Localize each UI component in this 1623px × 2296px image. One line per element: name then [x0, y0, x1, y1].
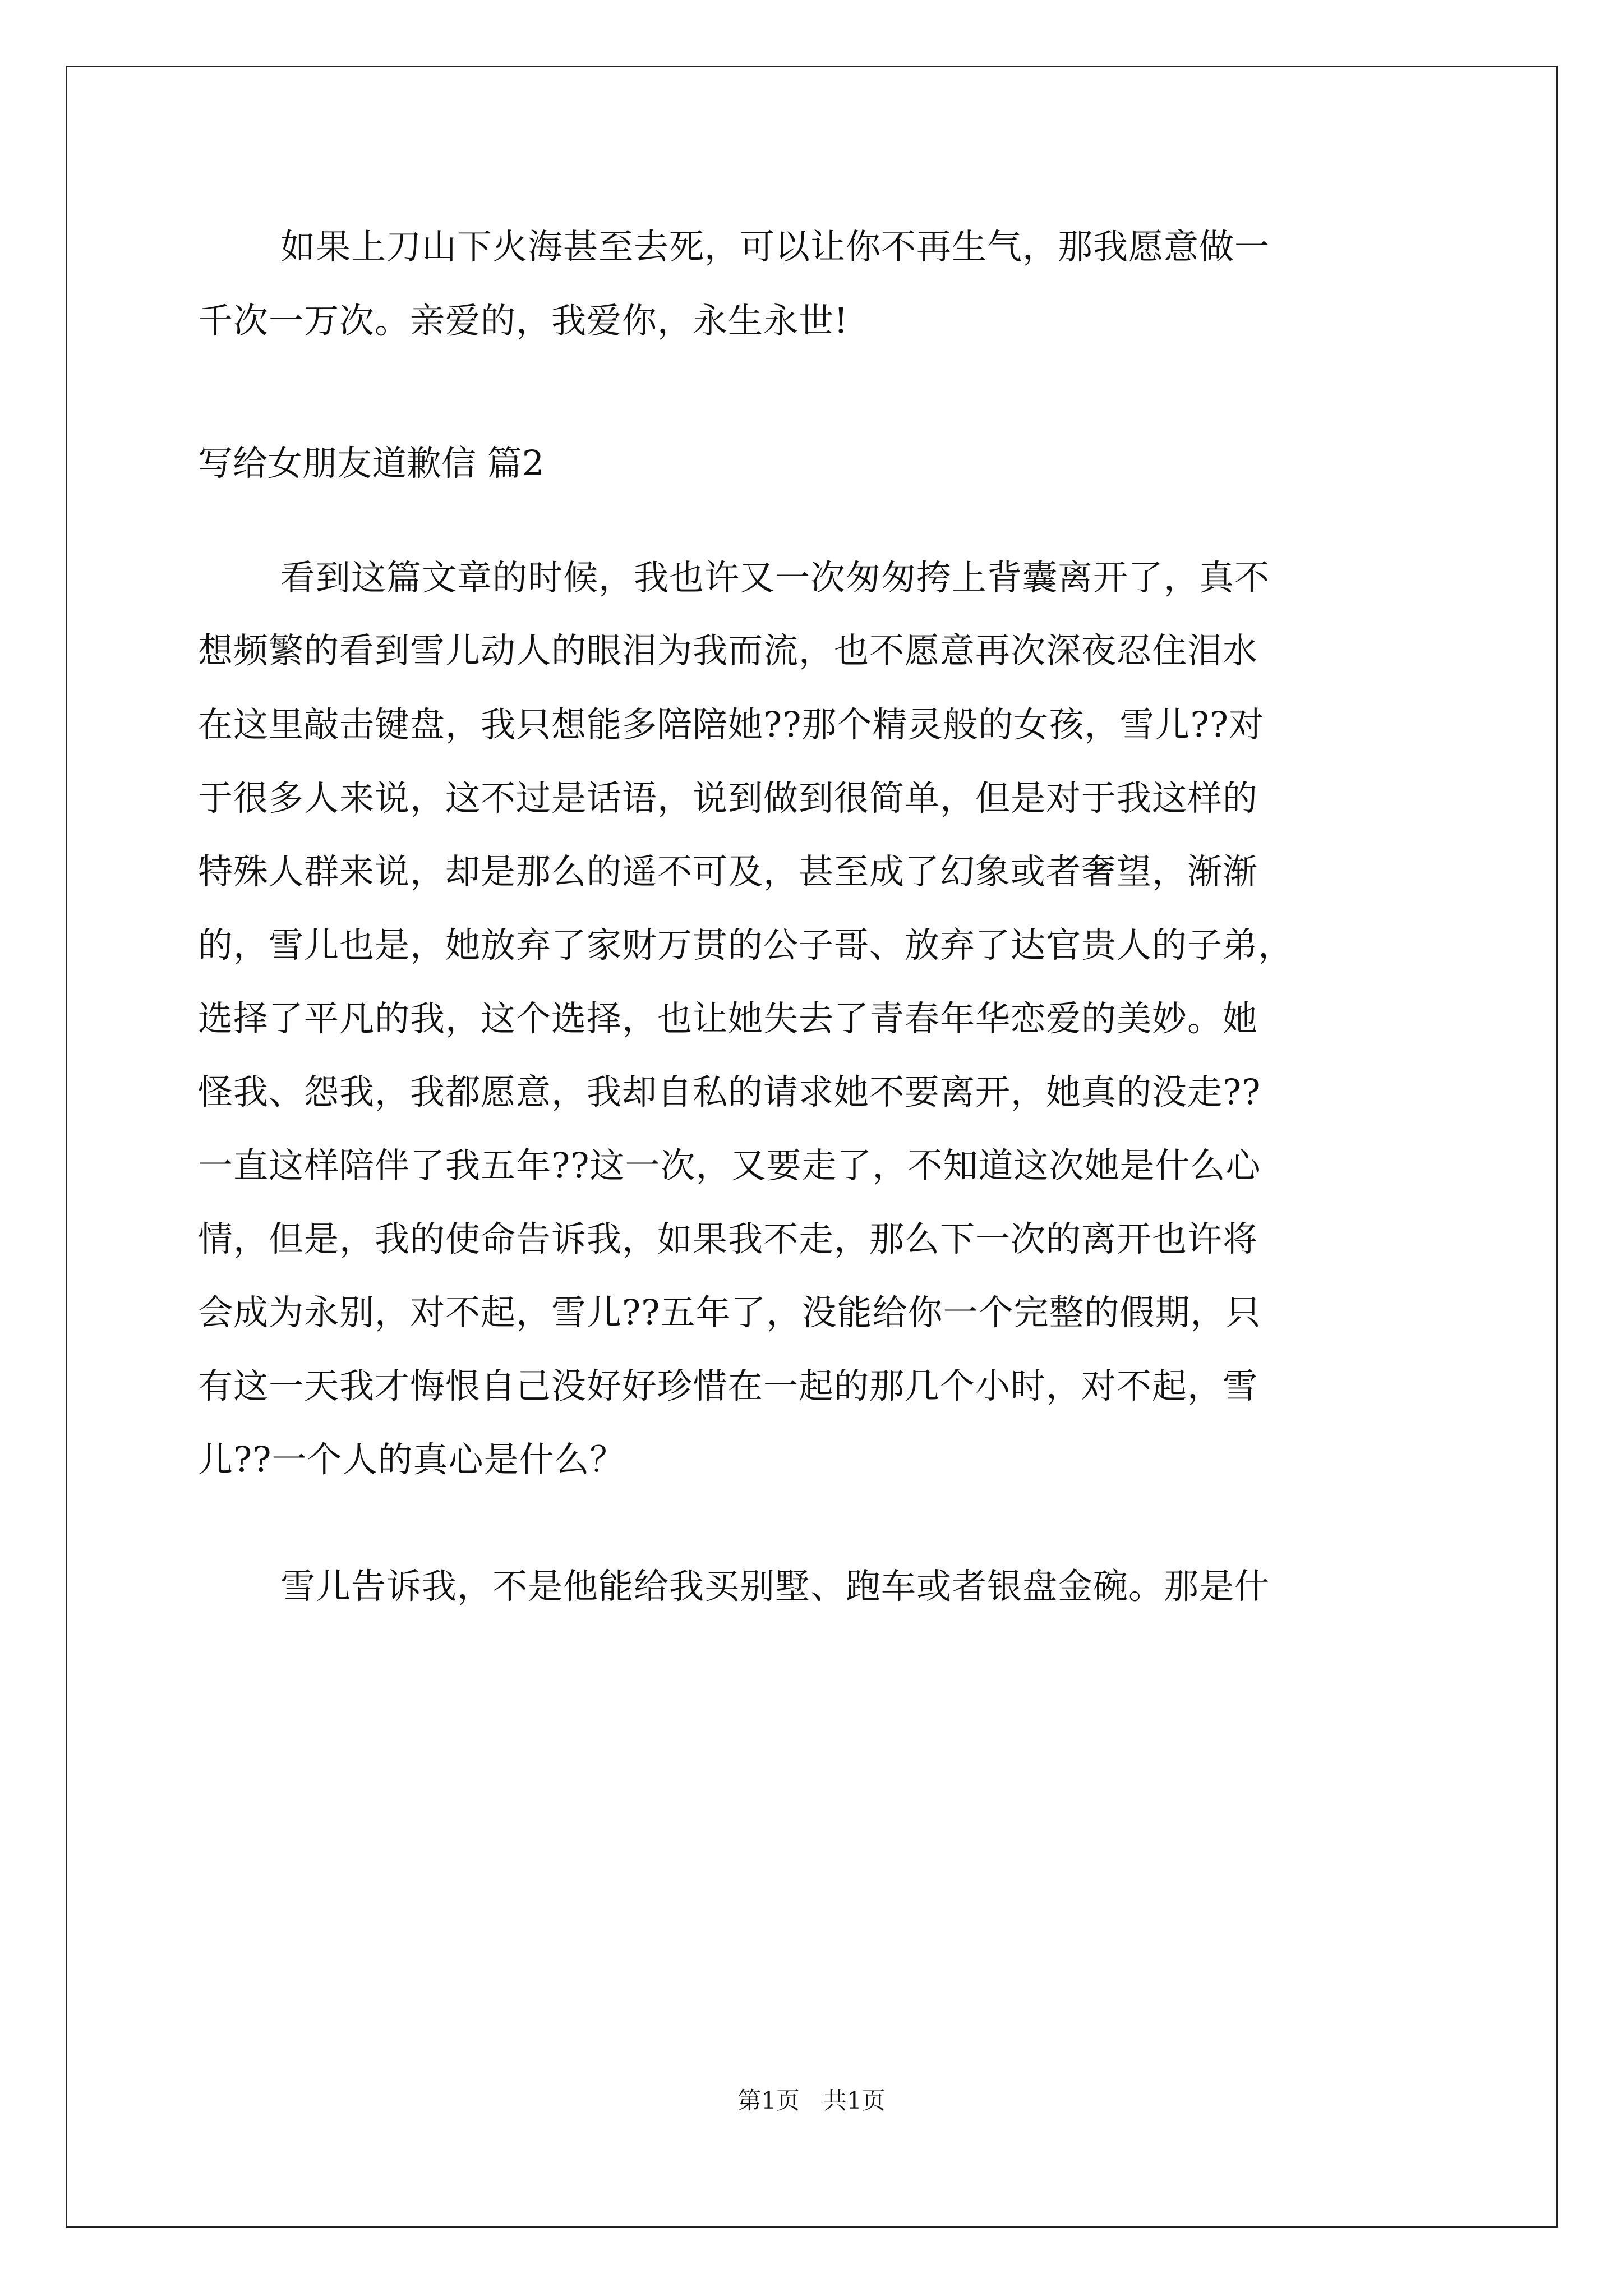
paragraph-2-line-10: 情，但是，我的使命告诉我，如果我不走，那么下一次的离开也许将: [198, 1218, 1258, 1259]
paragraph-2-line-2: 想频繁的看到雪儿动人的眼泪为我而流，也不愿意再次深夜忍住泪水: [198, 630, 1258, 671]
paragraph-2-line-7: 选择了平凡的我，这个选择，也让她失去了青春年华恋爱的美妙。她: [198, 998, 1258, 1039]
paragraph-3-line-1: 雪儿告诉我，不是他能给我买别墅、跑车或者银盘金碗。那是什: [280, 1566, 1270, 1607]
paragraph-1-line-1: 如果上刀山下火海甚至去死，可以让你不再生气，那我愿意做一: [280, 226, 1270, 267]
paragraph-2-line-1: 看到这篇文章的时候，我也许又一次匆匆挎上背囊离开了，真不: [280, 557, 1270, 598]
paragraph-2-line-3: 在这里敲击键盘，我只想能多陪陪她??那个精灵般的女孩，雪儿??对: [198, 704, 1264, 745]
paragraph-2-line-8: 怪我、怨我，我都愿意，我却自私的请求她不要离开，她真的没走??: [198, 1071, 1261, 1112]
paragraph-2-line-11: 会成为永别，对不起，雪儿??五年了，没能给你一个完整的假期，只: [198, 1292, 1261, 1333]
section-heading: 写给女朋友道歉信 篇2: [198, 443, 545, 484]
paragraph-2-line-5: 特殊人群来说，却是那么的遥不可及，甚至成了幻象或者奢望，渐渐: [198, 851, 1258, 892]
page-number-footer: 第1页 共1页: [737, 2087, 886, 2114]
paragraph-2-line-6: 的，雪儿也是，她放弃了家财万贯的公子哥、放弃了达官贵人的子弟，: [198, 924, 1294, 965]
paragraph-2-line-13: 儿??一个人的真心是什么？: [198, 1439, 625, 1480]
paragraph-2-line-12: 有这一天我才悔恨自己没好好珍惜在一起的那几个小时，对不起，雪: [198, 1365, 1258, 1406]
paragraph-1-line-2: 千次一万次。亲爱的，我爱你，永生永世!: [198, 300, 849, 341]
paragraph-2-line-4: 于很多人来说，这不过是话语，说到做到很简单，但是对于我这样的: [198, 777, 1258, 818]
paragraph-2-line-9: 一直这样陪伴了我五年??这一次，又要走了，不知道这次她是什么心: [198, 1145, 1261, 1186]
